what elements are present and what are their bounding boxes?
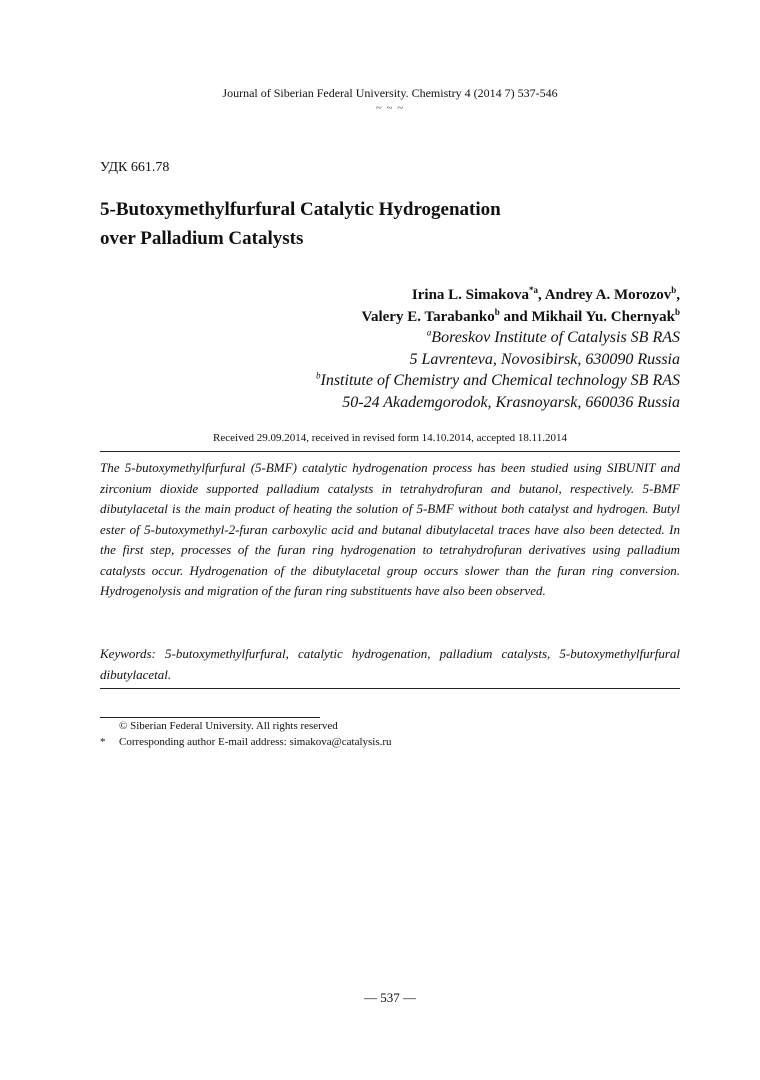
title-line-1: 5-Butoxymethylfurfural Catalytic Hydrogenation	[100, 199, 501, 220]
affiliation-mark: b	[316, 370, 321, 381]
copyright-footnote: © Siberian Federal University. All rights reserved	[119, 720, 338, 732]
author-affiliation-mark: *a	[529, 285, 539, 295]
header-divider: ~ ~ ~	[375, 102, 405, 114]
affiliation-a-name: $^a$Boreskov Institute of Catalysis SB RAS	[426, 327, 680, 346]
keywords: Keywords: 5-butoxymethylfurfural, catalytic hydrogenation, palladium catalysts, 5-butoxymethylfurfural dibutylacetal.	[100, 646, 680, 682]
udk-code: УДК 661.78	[100, 160, 170, 175]
authors-line-1: Irina L. Simakova$^{*a}$, Andrey A. Morozov$^b$,	[411, 285, 680, 303]
affiliation-b-name: $^b$Institute of Chemistry and Chemical technology SB RAS	[316, 370, 680, 389]
author-conjunction: and	[499, 309, 532, 325]
author-affiliation-mark: b	[674, 307, 680, 317]
authors-line-2	[362, 306, 680, 328]
author-name: Valery E. Tarabanko	[361, 309, 495, 325]
footnote-star: *	[100, 736, 106, 748]
corresponding-author-email: Corresponding author E-mail address: simakova@catalysis.ru	[119, 736, 392, 748]
author-affiliation-mark: b	[494, 307, 500, 317]
abstract-bottom-rule	[100, 688, 680, 689]
affiliation-b-address: 50-24 Akademgorodok, Krasnoyarsk, 660036 Russia	[342, 393, 680, 411]
title-line-2: over Palladium Catalysts	[100, 228, 304, 249]
author-name: Andrey A. Morozov	[544, 287, 672, 303]
affiliation-mark: a	[426, 327, 432, 338]
author-affiliation-mark: b	[671, 285, 677, 295]
affiliation-a-address: 5 Lavrenteva, Novosibirsk, 630090 Russia	[409, 350, 680, 368]
received-dates: Received 29.09.2014, received in revised form 14.10.2014, accepted 18.11.2014	[213, 432, 567, 444]
abstract-top-rule	[100, 451, 680, 452]
paper-title	[100, 195, 620, 253]
author-list	[362, 284, 680, 328]
corresponding-author-footnote	[100, 736, 392, 748]
abstract-text: The 5-butoxymethylfurfural (5-BMF) catalytic hydrogenation process has been studied using SIBUNIT and zirconium dioxide supported palladium catalysts in tetrahydrofuran and butanol, respectively. 5-BMF dibutylacetal is the main product of heating the solution of 5-BMF without both catalyst and hydrogen. Butyl ester of 5-butoxymethyl-2-furan carboxylic acid and butanal dibutylacetal traces have also been detected. In the first step, processes of the furan ring hydrogenation to tetrahydrofuran derivatives using palladium catalysts occur. Hydrogenation of the dibutylacetal group occurs slower than the furan ring conversion. Hydrogenolysis and migration of the furan ring substituents have also been observed.	[100, 460, 680, 598]
author-name: Mikhail Yu. Chernyak	[531, 309, 675, 325]
journal-header: Journal of Siberian Federal University. Chemistry 4 (2014 7) 537-546	[222, 86, 558, 100]
affiliations	[316, 327, 680, 413]
author-name: Irina L. Simakova	[411, 287, 530, 303]
page-number: — 537 —	[364, 990, 416, 1005]
footnote-rule	[100, 717, 320, 718]
